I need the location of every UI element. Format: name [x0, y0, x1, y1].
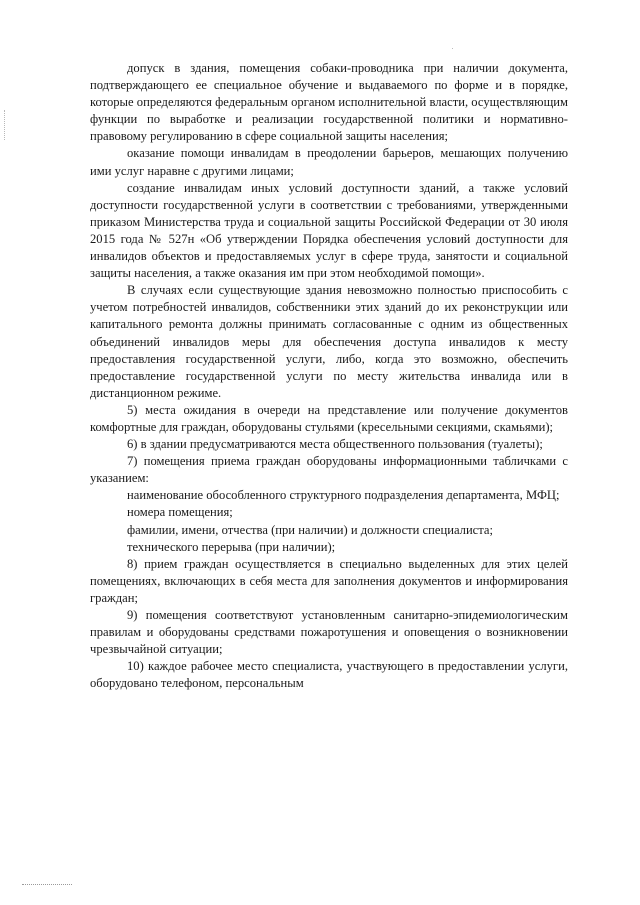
- paragraph-item-6-public-facilities: 6) в здании предусматриваются места общественного пользования (туалеты);: [127, 437, 543, 452]
- paragraph-guide-dog-access: допуск в здания, помещения собаки-проводника при наличии документа, подтверждающего ее специальное обучение и выдаваемого по форме и в порядке, которые определяются федеральным органом исполнительной власти, осуществляющим функции по выработке и реализации государственной политики и нормативно-правовому регулированию в сфере социальной защиты населения;: [90, 61, 568, 144]
- paragraph-assistance-barriers: оказание помощи инвалидам в преодолении барьеров, мешающих получению ими услуг наравне с другими лицами;: [90, 146, 568, 178]
- paragraph-item-9-sanitary-rules: 9) помещения соответствуют установленным санитарно-эпидемиологическим правилам и оборудованы средствами пожаротушения и оповещения о возникновении чрезвычайной ситуации;: [90, 608, 568, 657]
- paragraph-item-5-waiting-areas: 5) места ожидания в очереди на представление или получение документов комфортные для граждан, оборудованы стульями (кресельными секциями, скамьями);: [90, 402, 568, 434]
- scan-artifact-dot: [452, 48, 453, 49]
- paragraph-plate-room-number: номера помещения;: [127, 505, 233, 520]
- paragraph-plate-specialist-name: фамилии, имени, отчества (при наличии) и должности специалиста;: [127, 522, 494, 537]
- paragraph-existing-buildings: В случаях если существующие здания невозможно полностью приспособить с учетом потребностей инвалидов, собственники этих зданий до их реконструкции или капитального ремонта должны принимать согласованные с одним из общественных объединений инвалидов меры для обеспечения доступа инвалидов к месту предоставления государственной услуги, либо, когда это возможно, обеспечить предоставление государственной услуги по месту жительства инвалида или в дистанционном режиме.: [90, 283, 568, 400]
- paragraph-item-7-info-plates: 7) помещения приема граждан оборудованы информационными табличками с указанием:: [90, 454, 568, 486]
- paragraph-item-10-workplace-equipment: 10) каждое рабочее место специалиста, участвующего в предоставлении услуги, оборудовано телефоном, персональным: [90, 659, 568, 691]
- paragraph-plate-technical-break: технического перерыва (при наличии);: [127, 539, 336, 554]
- scan-artifact-left-margin: [4, 110, 6, 140]
- paragraph-plate-department-name: наименование обособленного структурного подразделения департамента, МФЦ;: [127, 488, 560, 503]
- paragraph-item-8-reception-rooms: 8) прием граждан осуществляется в специально выделенных для этих целей помещениях, включающих в себя места для заполнения документов и информирования граждан;: [90, 556, 568, 605]
- paragraph-accessibility-conditions: создание инвалидам иных условий доступности зданий, а также условий доступности государственной услуги в соответствии с требованиями, утвержденными приказом Министерства труда и социальной защиты Российской Федерации от 30 июля 2015 года № 527н «Об утверждении Порядка обеспечения условий доступности для инвалидов объектов и предоставляемых услуг в сфере труда, занятости и социальной защиты населения, а также оказания им при этом необходимой помощи».: [90, 180, 568, 281]
- document-page: [90, 60, 568, 692]
- scan-artifact-bottom-margin: [22, 884, 72, 886]
